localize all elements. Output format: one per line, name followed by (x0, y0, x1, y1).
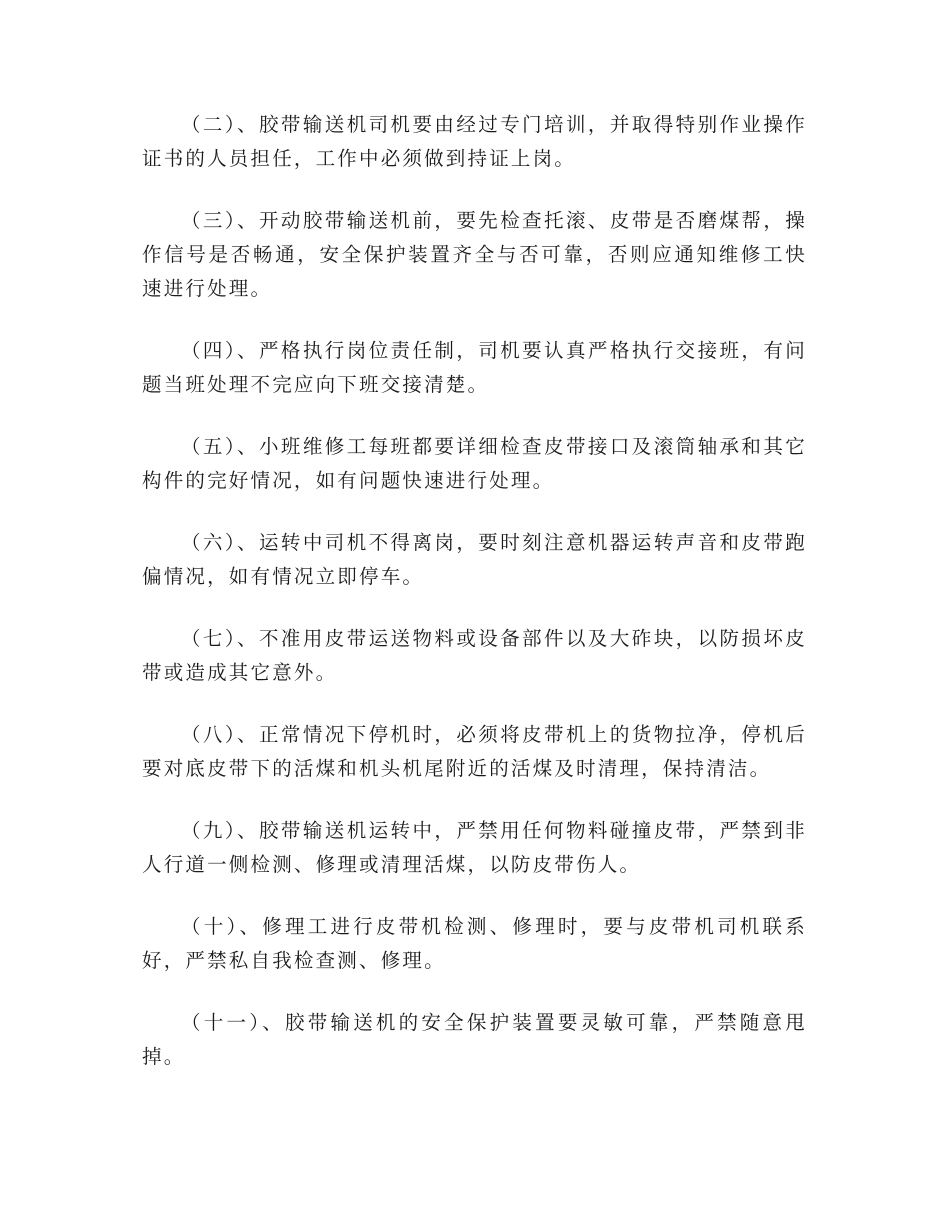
paragraph-10: （十）、修理工进行皮带机检测、修理时，要与皮带机司机联系好，严禁私自我检查测、修理。 (142, 915, 807, 972)
paragraph-11: （十一）、胶带输送机的安全保护装置要灵敏可靠，严禁随意甩掉。 (142, 1011, 807, 1068)
paragraph-9: （九）、胶带输送机运转中，严禁用任何物料碰撞皮带，严禁到非人行道一侧检测、修理或清理活煤，以防皮带伤人。 (142, 819, 807, 876)
paragraph-5: （五）、小班维修工每班都要详细检查皮带接口及滚筒轴承和其它构件的完好情况，如有问题快速进行处理。 (142, 435, 807, 492)
paragraph-4: （四）、严格执行岗位责任制，司机要认真严格执行交接班，有问题当班处理不完应向下班交接清楚。 (142, 339, 807, 396)
paragraph-8: （八）、正常情况下停机时，必须将皮带机上的货物拉净，停机后要对底皮带下的活煤和机头机尾附近的活煤及时清理，保持清洁。 (142, 723, 807, 780)
paragraph-2: （二）、胶带输送机司机要由经过专门培训，并取得特别作业操作证书的人员担任，工作中必须做到持证上岗。 (142, 113, 807, 170)
paragraph-3: （三）、开动胶带输送机前，要先检查托滚、皮带是否磨煤帮，操作信号是否畅通，安全保护装置齐全与否可靠，否则应通知维修工快速进行处理。 (142, 209, 807, 300)
paragraph-6: （六）、运转中司机不得离岗，要时刻注意机器运转声音和皮带跑偏情况，如有情况立即停车。 (142, 531, 807, 588)
paragraph-7: （七）、不准用皮带运送物料或设备部件以及大砟块，以防损坏皮带或造成其它意外。 (142, 627, 807, 684)
document-body (142, 108, 807, 1102)
